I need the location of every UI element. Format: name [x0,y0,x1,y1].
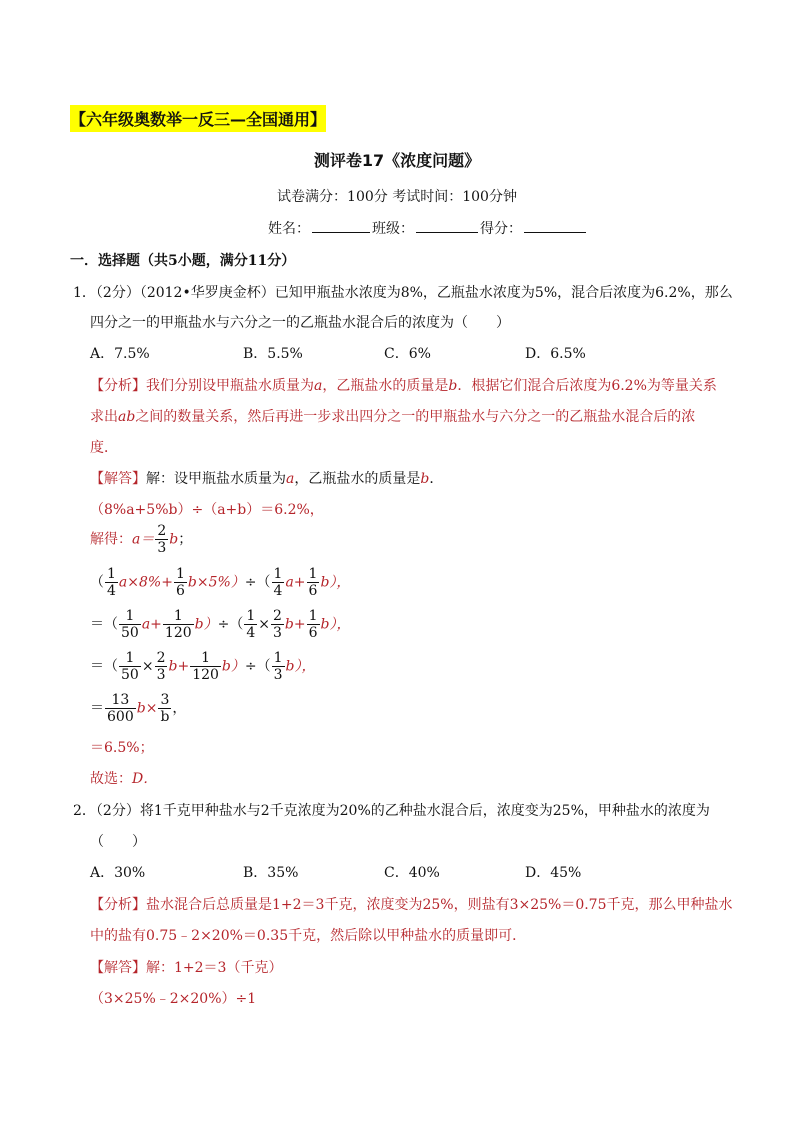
q1-choose [90,768,157,788]
fraction: $\frac{2}{3}$ [273,608,282,641]
q2-option-d[interactable]: D．45% [525,865,582,881]
var-a: a [286,471,295,487]
q2-text-2: （ ） [90,834,146,850]
analysis-tag: 【分析】 [90,897,146,913]
q2-answer-1 [90,957,282,977]
fraction: $\frac{1}{4}$ [246,608,256,641]
answer-tag: 【解答】 [90,471,146,487]
q2-text-1: （2分）将1千克甲种盐水与2千克浓度为20%的乙种盐水混合后，浓度变为25%，甲种盐水的浓度为 [95,803,710,819]
class-field[interactable] [416,232,478,233]
exam-info: 试卷满分：100分 考试时间：100分钟 [277,189,517,205]
score-label: 得分： [480,221,522,237]
var-b: b [420,471,430,487]
choose-label: 故选： [90,771,132,787]
analysis-text: ．根据它们混合后浓度为6.2%为等量关系 [457,378,717,394]
punct: ． [429,471,444,487]
var-a: a [314,378,323,394]
q1-line1 [73,282,733,302]
student-fields [268,218,588,238]
q2-number: 2． [73,803,96,819]
analysis-text: 盐水混合后总质量是1+2＝3千克，浓度变为25%，则盐有3×25%＝0.75千克，那么甲种盐水 [146,897,733,913]
q1-option-d[interactable]: D．6.5% [525,346,586,362]
q1-text-1: （2分）（2012•华罗庚金杯）已知甲瓶盐水浓度为8%，乙瓶盐水浓度为5%，混合后浓度为6.2%，那么 [95,285,733,301]
q1-eq5: ＝（ $\frac{1}{50}$ × $\frac{2}{3}$ b+ $\frac{1}{120}$ b）÷（ $\frac{1}{3}$ b）， [90,650,316,683]
fraction: $\frac{1}{4}$ [107,566,116,599]
class-label: 班级： [372,221,414,237]
fraction: $\frac{1}{6}$ [308,608,318,641]
name-label: 姓名： [268,221,310,237]
answer-text: 解：设甲瓶盐水质量为 [146,471,286,487]
fraction: $\frac{1}{120}$ [192,650,219,683]
answer-text: ，乙瓶盐水的质量是 [294,471,421,487]
fraction: $\frac{1}{6}$ [308,566,318,599]
q1-eq4: ＝（ $\frac{1}{50}$ a+ $\frac{1}{120}$ b）÷（ $\frac{1}{4}$ × $\frac{2}{3}$ b+ $\frac{1}{6}$ b）， [90,608,351,641]
q1-eq1: （8%a+5%b）÷（a+b）＝6.2%， [90,502,324,518]
choose-answer: D． [132,771,158,787]
fraction: $\frac{1}{50}$ [121,650,139,683]
analysis-text: 之间的数量关系，然后再进一步求出四分之一的甲瓶盐水与六分之一的乙瓶盐水混合后的浓 [135,409,696,425]
q1-eq3: （ $\frac{1}{4}$ a×8%+ $\frac{1}{6}$ b×5%）÷（ $\frac{1}{4}$ a+ $\frac{1}{6}$ b）， [90,566,351,599]
q2-option-a[interactable]: A．30% [90,865,146,881]
q2-option-c[interactable]: C．40% [384,865,440,881]
q1-eq6: ＝ $\frac{13}{600}$ b× $\frac{3}{b}$ ， [90,692,187,725]
q1-option-b[interactable]: B．5.5% [243,346,303,362]
fraction: $\frac{1}{3}$ [273,650,283,683]
q1-analysis-1 [90,375,717,395]
header-tag: 【六年级奥数举一反三—全国通用】 [70,105,326,132]
name-field[interactable] [312,232,370,233]
q1-text-2: 四分之一的甲瓶盐水与六分之一的乙瓶盐水混合后的浓度为（ ） [90,315,510,331]
q1-answer-1 [90,468,443,488]
fraction: $\frac{1}{4}$ [273,566,283,599]
analysis-text: ，乙瓶盐水的质量是 [322,378,449,394]
analysis-text: 我们分别设甲瓶盐水质量为 [146,378,314,394]
q1-analysis-3: 度． [90,440,118,456]
fraction: $\frac{13}{600}$ [107,692,134,725]
fraction: $\frac{1}{120}$ [164,608,192,641]
answer-tag: 【解答】 [90,960,146,976]
fraction: $\frac{1}{6}$ [175,566,185,599]
q1-option-c[interactable]: C．6% [384,346,431,362]
q2-answer-2: （3×25%﹣2×20%）÷1 [90,991,257,1007]
q2-analysis-1 [90,894,733,914]
q2-line1 [73,800,710,820]
fraction: $\frac{3}{b}$ [160,692,170,725]
var-b: b [448,378,458,394]
q1-eq-final: ＝6.5%； [90,740,154,756]
fraction: $\frac{2}{3}$ [156,650,166,683]
fraction: $\frac{1}{50}$ [121,608,139,641]
q1-eq2: 解得：a＝ $\frac{2}{3}$ b； [90,523,193,556]
q2-option-b[interactable]: B．35% [243,865,299,881]
q1-analysis-2 [90,406,695,426]
analysis-tag: 【分析】 [90,378,146,394]
section-heading: 一．选择题（共5小题，满分11分） [70,253,296,269]
fraction: $\frac{2}{3}$ [157,523,167,556]
solve-label: 解得： [90,531,132,548]
page-title: 测评卷17《浓度问题》 [313,151,481,170]
analysis-text: 求出 [90,409,118,425]
q1-option-a[interactable]: A．7.5% [90,346,150,362]
var-ab: ab [118,409,136,425]
q1-number: 1． [73,285,96,301]
q2-analysis-2: 中的盐有0.75﹣2×20%＝0.35千克，然后除以甲种盐水的质量即可． [90,928,527,944]
score-field[interactable] [524,232,586,233]
eq-text: a＝ [132,531,155,548]
answer-text: 解：1+2＝3（千克） [146,960,283,976]
